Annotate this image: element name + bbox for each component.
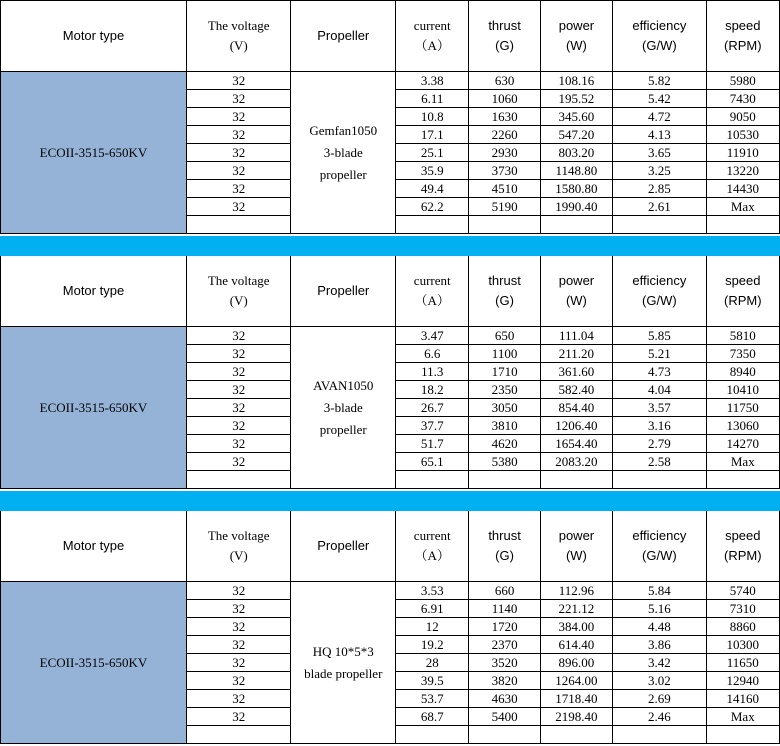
power-cell: 112.96 — [540, 582, 612, 600]
voltage-cell: 32 — [186, 345, 291, 363]
speed-cell: 13060 — [706, 417, 779, 435]
motor-model-cell: ECOII-3515-650KV — [1, 72, 187, 234]
efficiency-cell: 5.21 — [613, 345, 706, 363]
current-cell — [396, 471, 469, 489]
voltage-cell: 32 — [186, 162, 291, 180]
thrust-cell: 5380 — [469, 453, 540, 471]
voltage-cell: 32 — [186, 363, 291, 381]
efficiency-cell: 2.61 — [613, 198, 706, 216]
spec-table-block — [0, 255, 780, 489]
header-current — [396, 1, 469, 72]
current-cell: 6.91 — [396, 600, 469, 618]
efficiency-cell: 2.69 — [613, 690, 706, 708]
speed-cell: 12940 — [706, 672, 779, 690]
current-cell: 35.9 — [396, 162, 469, 180]
speed-cell: Max — [706, 453, 779, 471]
header-speed — [706, 256, 779, 327]
power-cell: 108.16 — [540, 72, 612, 90]
current-cell: 19.2 — [396, 636, 469, 654]
current-cell: 6.11 — [396, 90, 469, 108]
voltage-cell: 32 — [186, 708, 291, 726]
thrust-cell — [469, 471, 540, 489]
header-row — [1, 511, 780, 582]
power-cell: 547.20 — [540, 126, 612, 144]
power-cell: 1990.40 — [540, 198, 612, 216]
thrust-cell: 2370 — [469, 636, 540, 654]
voltage-cell: 32 — [186, 327, 291, 345]
power-cell — [540, 726, 612, 744]
header-propeller: Propeller — [291, 256, 396, 327]
power-cell: 896.00 — [540, 654, 612, 672]
power-cell: 803.20 — [540, 144, 612, 162]
thrust-cell: 1710 — [469, 363, 540, 381]
current-cell: 62.2 — [396, 198, 469, 216]
power-cell — [540, 471, 612, 489]
current-cell: 3.47 — [396, 327, 469, 345]
header-efficiency-unit: (G/W) — [642, 548, 677, 563]
header-power-unit: (W) — [565, 548, 587, 563]
speed-cell: Max — [706, 708, 779, 726]
propeller-name-line: 3-blade — [323, 144, 363, 160]
header-thrust-label: thrust — [488, 528, 521, 543]
efficiency-cell: 2.85 — [613, 180, 706, 198]
thrust-cell: 660 — [469, 582, 540, 600]
motor-spec-table — [0, 255, 780, 489]
efficiency-cell: 3.02 — [613, 672, 706, 690]
current-cell — [396, 726, 469, 744]
power-cell: 221.12 — [540, 600, 612, 618]
header-power — [540, 1, 612, 72]
header-current-unit: （A） — [414, 293, 450, 308]
efficiency-cell: 5.42 — [613, 90, 706, 108]
header-thrust-unit: (G) — [495, 293, 514, 308]
voltage-cell: 32 — [186, 690, 291, 708]
current-cell: 37.7 — [396, 417, 469, 435]
thrust-cell: 2350 — [469, 381, 540, 399]
power-cell: 1580.80 — [540, 180, 612, 198]
efficiency-cell: 3.42 — [613, 654, 706, 672]
power-cell: 111.04 — [540, 327, 612, 345]
propeller-name-line: HQ 10*5*3 — [312, 643, 374, 659]
voltage-cell: 32 — [186, 399, 291, 417]
speed-cell: 10300 — [706, 636, 779, 654]
power-cell: 854.40 — [540, 399, 612, 417]
current-cell: 68.7 — [396, 708, 469, 726]
header-power — [540, 256, 612, 327]
header-efficiency-label: efficiency — [632, 528, 687, 543]
voltage-cell: 32 — [186, 636, 291, 654]
voltage-cell: 32 — [186, 198, 291, 216]
speed-cell: 7350 — [706, 345, 779, 363]
thrust-cell: 1720 — [469, 618, 540, 636]
header-power-unit: (W) — [565, 38, 587, 53]
speed-cell: 5980 — [706, 72, 779, 90]
power-cell: 614.40 — [540, 636, 612, 654]
header-current-unit: （A） — [414, 548, 450, 563]
voltage-cell — [186, 726, 291, 744]
current-cell: 18.2 — [396, 381, 469, 399]
efficiency-cell: 3.16 — [613, 417, 706, 435]
speed-cell: 11750 — [706, 399, 779, 417]
efficiency-cell: 4.13 — [613, 126, 706, 144]
thrust-cell: 1140 — [469, 600, 540, 618]
power-cell: 1206.40 — [540, 417, 612, 435]
spec-table-block — [0, 0, 780, 234]
motor-model-cell: ECOII-3515-650KV — [1, 327, 187, 489]
header-current-label: current — [413, 528, 451, 543]
header-speed-unit: (RPM) — [724, 38, 762, 53]
power-cell: 211.20 — [540, 345, 612, 363]
header-efficiency-unit: (G/W) — [642, 38, 677, 53]
power-cell: 2198.40 — [540, 708, 612, 726]
speed-cell: 8940 — [706, 363, 779, 381]
voltage-cell: 32 — [186, 126, 291, 144]
current-cell: 65.1 — [396, 453, 469, 471]
propeller-cell — [291, 582, 396, 744]
current-cell: 49.4 — [396, 180, 469, 198]
header-speed-unit: (RPM) — [724, 548, 762, 563]
header-speed — [706, 1, 779, 72]
motor-spec-table — [0, 0, 780, 234]
voltage-cell: 32 — [186, 108, 291, 126]
table-row — [1, 72, 780, 90]
efficiency-cell: 3.25 — [613, 162, 706, 180]
header-voltage — [186, 511, 291, 582]
power-cell: 582.40 — [540, 381, 612, 399]
thrust-cell: 1060 — [469, 90, 540, 108]
efficiency-cell: 4.72 — [613, 108, 706, 126]
speed-cell: 7310 — [706, 600, 779, 618]
voltage-cell: 32 — [186, 417, 291, 435]
efficiency-cell: 4.48 — [613, 618, 706, 636]
speed-cell: 9050 — [706, 108, 779, 126]
header-efficiency-unit: (G/W) — [642, 293, 677, 308]
header-voltage-unit: (V) — [229, 38, 248, 53]
efficiency-cell — [613, 216, 706, 234]
thrust-cell: 3810 — [469, 417, 540, 435]
power-cell — [540, 216, 612, 234]
efficiency-cell: 5.82 — [613, 72, 706, 90]
efficiency-cell — [613, 726, 706, 744]
motor-spec-table — [0, 510, 780, 744]
speed-cell: Max — [706, 198, 779, 216]
current-cell: 12 — [396, 618, 469, 636]
thrust-cell: 3820 — [469, 672, 540, 690]
voltage-cell: 32 — [186, 144, 291, 162]
thrust-cell: 5190 — [469, 198, 540, 216]
header-efficiency — [613, 1, 706, 72]
speed-cell: 7430 — [706, 90, 779, 108]
header-voltage-label: The voltage — [207, 18, 270, 33]
speed-cell: 5740 — [706, 582, 779, 600]
speed-cell: 14270 — [706, 435, 779, 453]
header-row — [1, 1, 780, 72]
efficiency-cell: 3.57 — [613, 399, 706, 417]
efficiency-cell: 3.86 — [613, 636, 706, 654]
thrust-cell: 1630 — [469, 108, 540, 126]
current-cell: 53.7 — [396, 690, 469, 708]
voltage-cell — [186, 216, 291, 234]
header-power-label: power — [558, 528, 595, 543]
voltage-cell: 32 — [186, 582, 291, 600]
section-separator-bar — [0, 236, 780, 256]
motor-model-cell: ECOII-3515-650KV — [1, 582, 187, 744]
current-cell: 3.53 — [396, 582, 469, 600]
header-power — [540, 511, 612, 582]
speed-cell — [706, 216, 779, 234]
voltage-cell: 32 — [186, 618, 291, 636]
spec-table-block — [0, 510, 780, 744]
propeller-name-line: 3-blade — [323, 399, 363, 415]
header-speed-unit: (RPM) — [724, 293, 762, 308]
current-cell: 51.7 — [396, 435, 469, 453]
header-thrust-label: thrust — [488, 18, 521, 33]
header-motor-type: Motor type — [1, 511, 187, 582]
header-thrust — [469, 256, 540, 327]
thrust-cell: 3050 — [469, 399, 540, 417]
header-speed — [706, 511, 779, 582]
header-current-unit: （A） — [414, 38, 450, 53]
efficiency-cell: 2.79 — [613, 435, 706, 453]
power-cell: 361.60 — [540, 363, 612, 381]
header-speed-label: speed — [725, 18, 761, 33]
section-separator-bar — [0, 491, 780, 511]
speed-cell — [706, 471, 779, 489]
header-thrust — [469, 511, 540, 582]
header-propeller: Propeller — [291, 511, 396, 582]
header-voltage-label: The voltage — [207, 273, 270, 288]
thrust-cell: 4630 — [469, 690, 540, 708]
header-speed-label: speed — [725, 273, 761, 288]
voltage-cell: 32 — [186, 381, 291, 399]
header-voltage — [186, 256, 291, 327]
voltage-cell: 32 — [186, 672, 291, 690]
header-motor-type: Motor type — [1, 256, 187, 327]
propeller-name-line: propeller — [319, 421, 367, 437]
thrust-cell: 2930 — [469, 144, 540, 162]
speed-cell: 5810 — [706, 327, 779, 345]
header-current-label: current — [413, 18, 451, 33]
efficiency-cell: 2.46 — [613, 708, 706, 726]
current-cell: 6.6 — [396, 345, 469, 363]
voltage-cell: 32 — [186, 72, 291, 90]
thrust-cell: 3730 — [469, 162, 540, 180]
header-current — [396, 511, 469, 582]
header-current-label: current — [413, 273, 451, 288]
propeller-name-line: Gemfan1050 — [309, 122, 378, 138]
header-thrust — [469, 1, 540, 72]
header-speed-label: speed — [725, 528, 761, 543]
efficiency-cell: 4.73 — [613, 363, 706, 381]
header-voltage-unit: (V) — [229, 293, 248, 308]
voltage-cell: 32 — [186, 90, 291, 108]
propeller-name-line: AVAN1050 — [313, 377, 374, 393]
thrust-cell: 2260 — [469, 126, 540, 144]
header-power-label: power — [558, 273, 595, 288]
speed-cell: 14160 — [706, 690, 779, 708]
propeller-cell — [291, 327, 396, 489]
speed-cell: 14430 — [706, 180, 779, 198]
table-row — [1, 582, 780, 600]
header-current — [396, 256, 469, 327]
header-thrust-unit: (G) — [495, 548, 514, 563]
header-efficiency — [613, 511, 706, 582]
voltage-cell: 32 — [186, 435, 291, 453]
header-motor-type: Motor type — [1, 1, 187, 72]
power-cell: 1264.00 — [540, 672, 612, 690]
header-row — [1, 256, 780, 327]
thrust-cell — [469, 726, 540, 744]
header-thrust-unit: (G) — [495, 38, 514, 53]
thrust-cell: 630 — [469, 72, 540, 90]
efficiency-cell: 4.04 — [613, 381, 706, 399]
propeller-name-line: blade propeller — [304, 665, 383, 681]
speed-cell: 8860 — [706, 618, 779, 636]
thrust-cell: 5400 — [469, 708, 540, 726]
speed-cell: 13220 — [706, 162, 779, 180]
thrust-cell: 1100 — [469, 345, 540, 363]
current-cell: 10.8 — [396, 108, 469, 126]
speed-cell: 11650 — [706, 654, 779, 672]
current-cell — [396, 216, 469, 234]
header-efficiency-label: efficiency — [632, 18, 687, 33]
propeller-cell — [291, 72, 396, 234]
header-efficiency — [613, 256, 706, 327]
voltage-cell: 32 — [186, 180, 291, 198]
power-cell: 195.52 — [540, 90, 612, 108]
voltage-cell — [186, 471, 291, 489]
speed-cell: 10530 — [706, 126, 779, 144]
power-cell: 345.60 — [540, 108, 612, 126]
header-voltage-unit: (V) — [229, 548, 248, 563]
speed-cell: 10410 — [706, 381, 779, 399]
current-cell: 17.1 — [396, 126, 469, 144]
header-propeller: Propeller — [291, 1, 396, 72]
voltage-cell: 32 — [186, 600, 291, 618]
efficiency-cell — [613, 471, 706, 489]
voltage-cell: 32 — [186, 453, 291, 471]
current-cell: 26.7 — [396, 399, 469, 417]
efficiency-cell: 2.58 — [613, 453, 706, 471]
thrust-cell: 4510 — [469, 180, 540, 198]
header-efficiency-label: efficiency — [632, 273, 687, 288]
header-power-unit: (W) — [565, 293, 587, 308]
power-cell: 1654.40 — [540, 435, 612, 453]
current-cell: 28 — [396, 654, 469, 672]
thrust-cell: 3520 — [469, 654, 540, 672]
current-cell: 11.3 — [396, 363, 469, 381]
speed-cell: 11910 — [706, 144, 779, 162]
efficiency-cell: 5.84 — [613, 582, 706, 600]
speed-cell — [706, 726, 779, 744]
header-thrust-label: thrust — [488, 273, 521, 288]
current-cell: 39.5 — [396, 672, 469, 690]
header-voltage-label: The voltage — [207, 528, 270, 543]
voltage-cell: 32 — [186, 654, 291, 672]
thrust-cell: 4620 — [469, 435, 540, 453]
thrust-cell — [469, 216, 540, 234]
header-voltage — [186, 1, 291, 72]
table-row — [1, 327, 780, 345]
power-cell: 1718.40 — [540, 690, 612, 708]
power-cell: 1148.80 — [540, 162, 612, 180]
power-cell: 384.00 — [540, 618, 612, 636]
propeller-name-line: propeller — [319, 166, 367, 182]
efficiency-cell: 5.16 — [613, 600, 706, 618]
current-cell: 25.1 — [396, 144, 469, 162]
efficiency-cell: 5.85 — [613, 327, 706, 345]
power-cell: 2083.20 — [540, 453, 612, 471]
header-power-label: power — [558, 18, 595, 33]
current-cell: 3.38 — [396, 72, 469, 90]
thrust-cell: 650 — [469, 327, 540, 345]
efficiency-cell: 3.65 — [613, 144, 706, 162]
